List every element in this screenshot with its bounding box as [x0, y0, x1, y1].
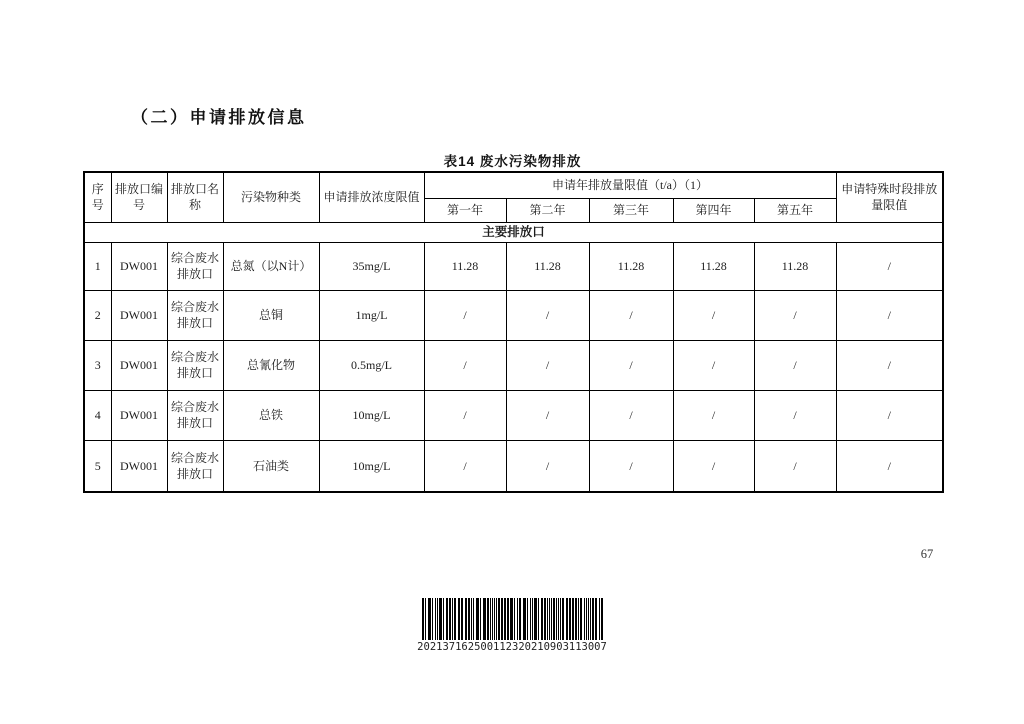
cell-year-1: /	[424, 440, 506, 492]
cell-special-limit: /	[836, 290, 943, 340]
cell-outlet-code: DW001	[111, 290, 167, 340]
barcode-bars-graphic	[412, 598, 612, 640]
header-year-5: 第五年	[754, 198, 836, 222]
cell-outlet-name: 综合废水排放口	[167, 440, 223, 492]
cell-year-3: /	[589, 290, 673, 340]
header-outlet-code: 排放口编号	[111, 172, 167, 222]
cell-outlet-code: DW001	[111, 440, 167, 492]
cell-concentration-limit: 10mg/L	[319, 390, 424, 440]
header-year-4: 第四年	[673, 198, 754, 222]
cell-year-5: /	[754, 440, 836, 492]
cell-pollutant: 总氮（以N计）	[223, 242, 319, 290]
header-concentration-limit: 申请排放浓度限值	[319, 172, 424, 222]
header-outlet-name: 排放口名称	[167, 172, 223, 222]
cell-special-limit: /	[836, 390, 943, 440]
barcode-number: 202137162500112320210903113007	[417, 641, 607, 653]
cell-seq: 2	[84, 290, 111, 340]
header-pollutant: 污染物种类	[223, 172, 319, 222]
cell-year-4: /	[673, 440, 754, 492]
cell-seq: 3	[84, 340, 111, 390]
cell-year-2: /	[506, 440, 589, 492]
section-row-main-outlet	[84, 222, 943, 242]
cell-year-5: /	[754, 290, 836, 340]
cell-year-2: /	[506, 340, 589, 390]
table-header-row-1	[84, 172, 943, 198]
table-title: 表14 废水污染物排放	[443, 154, 582, 169]
cell-concentration-limit: 35mg/L	[319, 242, 424, 290]
page-number: 67	[920, 547, 934, 561]
cell-year-4: 11.28	[673, 242, 754, 290]
header-year-2: 第二年	[506, 198, 589, 222]
cell-year-5: /	[754, 390, 836, 440]
cell-year-2: 11.28	[506, 242, 589, 290]
cell-year-3: /	[589, 390, 673, 440]
cell-special-limit: /	[836, 440, 943, 492]
cell-year-2: /	[506, 390, 589, 440]
cell-year-1: /	[424, 290, 506, 340]
cell-concentration-limit: 1mg/L	[319, 290, 424, 340]
cell-year-3: /	[589, 340, 673, 390]
cell-year-2: /	[506, 290, 589, 340]
cell-outlet-code: DW001	[111, 340, 167, 390]
cell-year-4: /	[673, 390, 754, 440]
cell-outlet-name: 综合废水排放口	[167, 242, 223, 290]
cell-seq: 4	[84, 390, 111, 440]
header-year-3: 第三年	[589, 198, 673, 222]
cell-outlet-code: DW001	[111, 390, 167, 440]
header-year-1: 第一年	[424, 198, 506, 222]
cell-year-4: /	[673, 340, 754, 390]
cell-year-1: 11.28	[424, 242, 506, 290]
cell-year-5: 11.28	[754, 242, 836, 290]
header-seq: 序号	[84, 172, 111, 222]
cell-pollutant: 石油类	[223, 440, 319, 492]
barcode	[412, 598, 612, 653]
cell-year-3: 11.28	[589, 242, 673, 290]
wastewater-discharge-table	[83, 171, 944, 493]
cell-pollutant: 总铜	[223, 290, 319, 340]
cell-special-limit: /	[836, 340, 943, 390]
table-row	[84, 390, 943, 440]
cell-year-1: /	[424, 390, 506, 440]
cell-outlet-name: 综合废水排放口	[167, 390, 223, 440]
table-row	[84, 440, 943, 492]
cell-concentration-limit: 10mg/L	[319, 440, 424, 492]
cell-year-4: /	[673, 290, 754, 340]
cell-year-1: /	[424, 340, 506, 390]
section-heading: （二）申请排放信息	[131, 108, 307, 127]
header-special-period: 申请特殊时段排放量限值	[836, 172, 943, 222]
cell-year-5: /	[754, 340, 836, 390]
header-annual-limit-group: 申请年排放量限值（t/a）（1）	[424, 172, 836, 198]
cell-pollutant: 总氰化物	[223, 340, 319, 390]
cell-special-limit: /	[836, 242, 943, 290]
cell-year-3: /	[589, 440, 673, 492]
cell-outlet-code: DW001	[111, 242, 167, 290]
table-row	[84, 242, 943, 290]
cell-outlet-name: 综合废水排放口	[167, 290, 223, 340]
cell-concentration-limit: 0.5mg/L	[319, 340, 424, 390]
cell-seq: 5	[84, 440, 111, 492]
cell-outlet-name: 综合废水排放口	[167, 340, 223, 390]
table-row	[84, 340, 943, 390]
cell-seq: 1	[84, 242, 111, 290]
table-row	[84, 290, 943, 340]
section-row-label: 主要排放口	[84, 222, 943, 242]
cell-pollutant: 总铁	[223, 390, 319, 440]
